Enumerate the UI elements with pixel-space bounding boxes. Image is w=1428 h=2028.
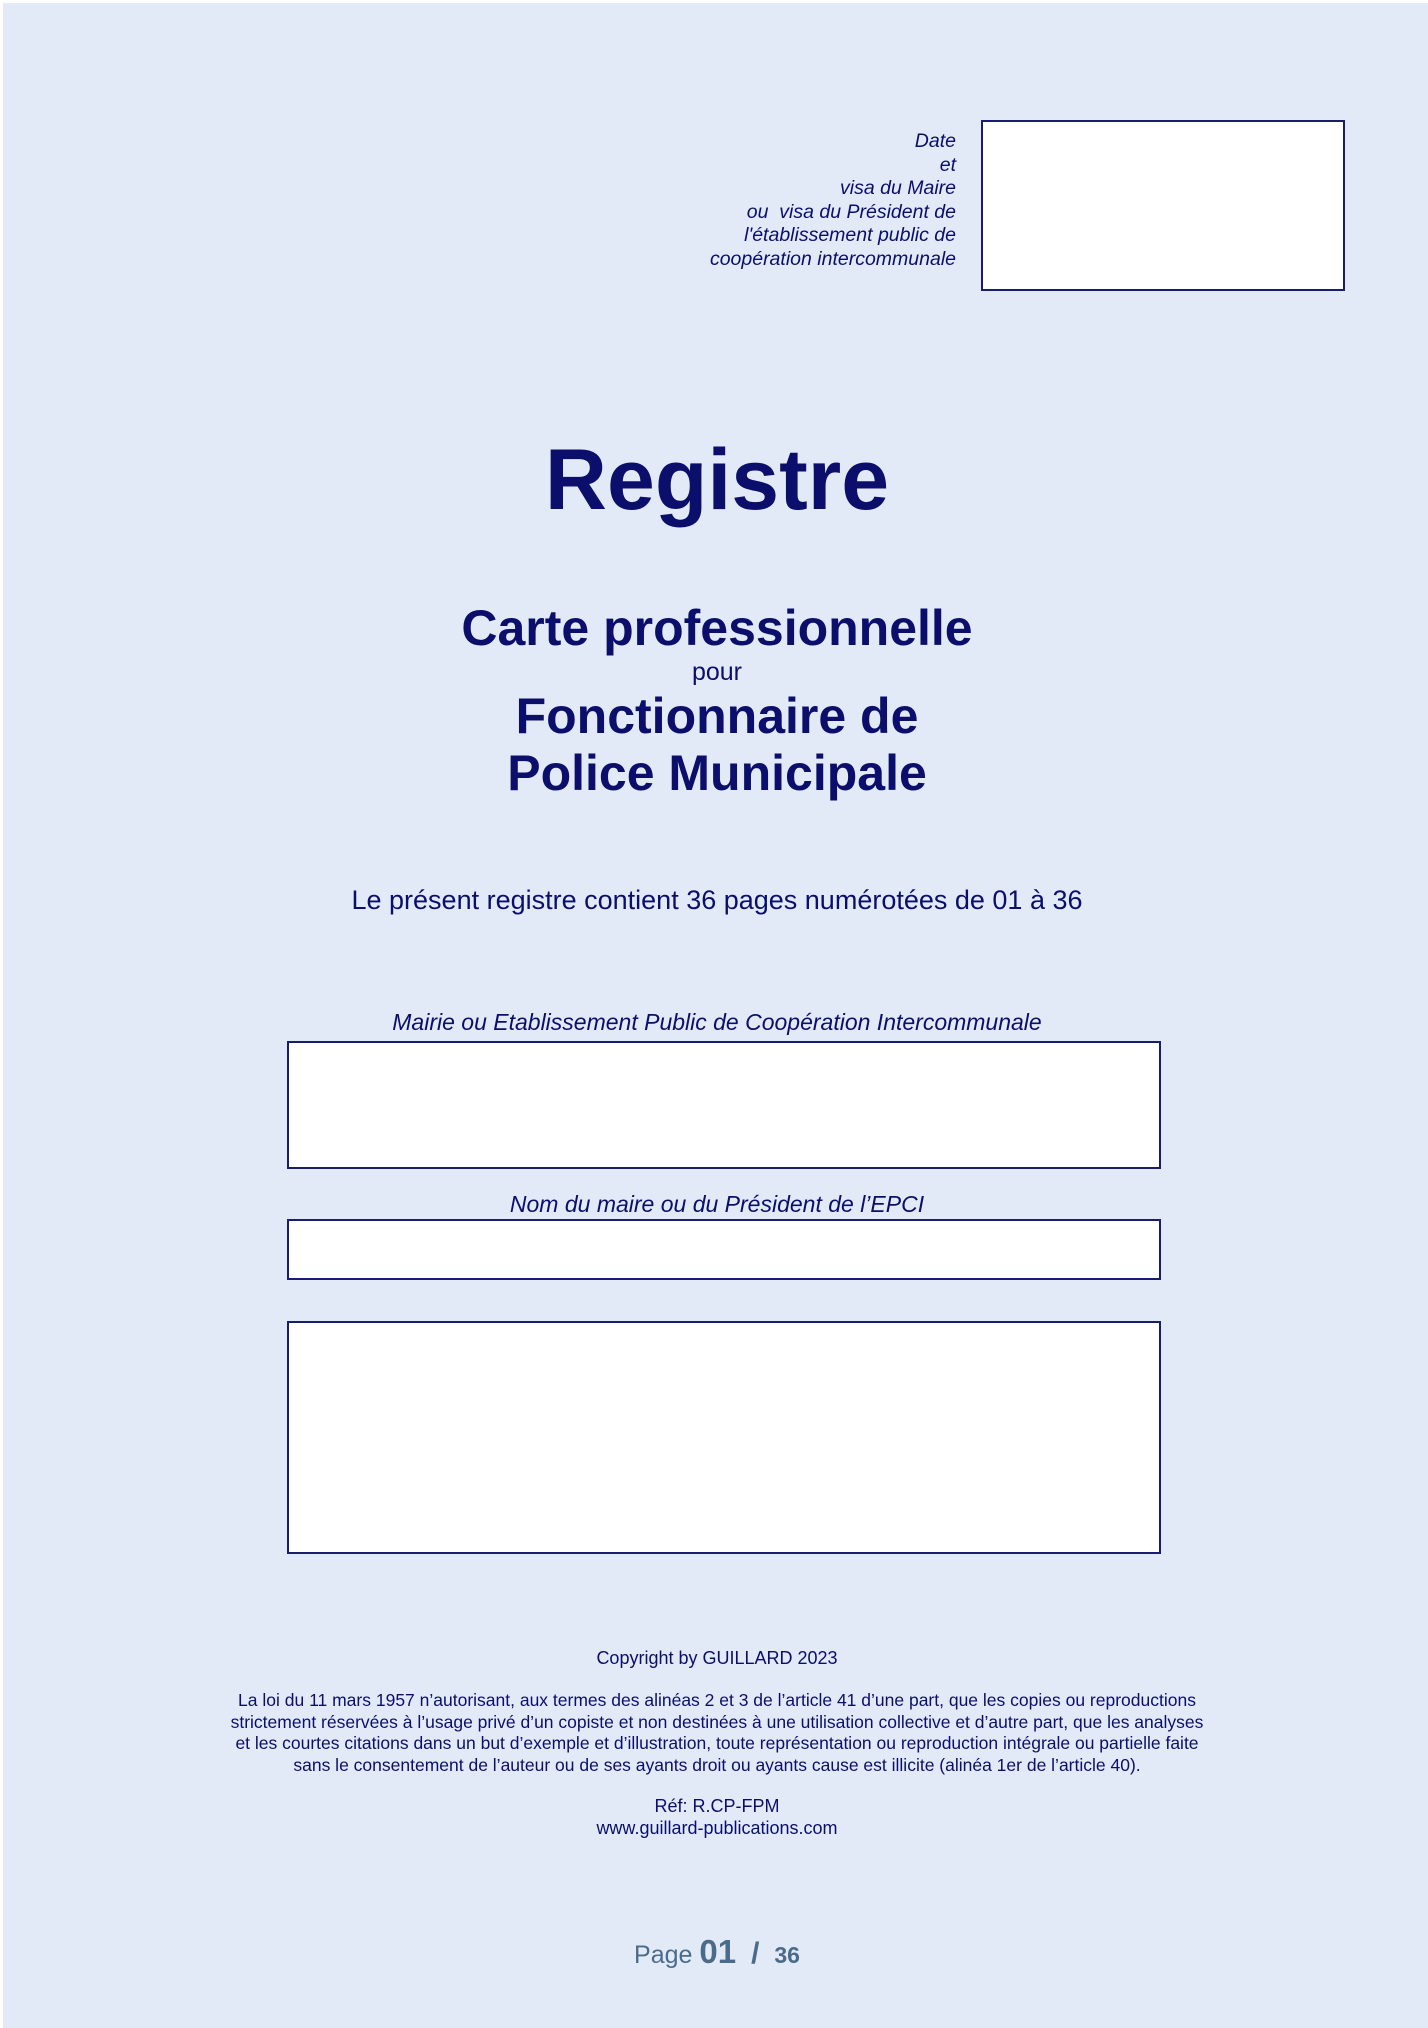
- page-separator: /: [751, 1937, 760, 1970]
- page-total: 36: [774, 1942, 800, 1968]
- visa-line: coopération intercommunale: [709, 247, 956, 270]
- visa-box[interactable]: [981, 120, 1345, 291]
- subtitle-pour: pour: [691, 658, 743, 686]
- nom-label: Nom du maire ou du Président de l’EPCI: [509, 1191, 925, 1217]
- subtitle-line2: Fonctionnaire de: [515, 688, 919, 744]
- page-title: Registre: [544, 432, 890, 528]
- legal-line: strictement réservées à l’usage privé d’un copiste et non destinées à une utilisation collective et d’autre part, que les analyses: [230, 1711, 1204, 1732]
- page-current: 01: [699, 1933, 737, 1970]
- visa-line: et: [939, 153, 956, 176]
- legal-line: et les courtes citations dans un but d’exemple et d’illustration, toute représentation ou reproduction intégrale ou partielle faite: [235, 1733, 1199, 1753]
- subtitle-line3: Police Municipale: [507, 745, 927, 801]
- visa-line: l'établissement public de: [744, 224, 956, 246]
- copyright: Copyright by GUILLARD 2023: [596, 1648, 838, 1668]
- page-number: [3, 1933, 1428, 1971]
- mairie-label: Mairie ou Etablissement Public de Coopération Intercommunale: [392, 1009, 1042, 1035]
- legal-line: La loi du 11 mars 1957 n’autorisant, aux termes des alinéas 2 et 3 de l’article 41 d’une part, que les copies ou reproductions: [238, 1690, 1196, 1710]
- subtitle-line1: Carte professionnelle: [461, 600, 973, 656]
- page-label: Page: [634, 1941, 693, 1969]
- visa-line: visa du Maire: [840, 177, 956, 199]
- nom-field[interactable]: [287, 1219, 1161, 1280]
- legal-line: sans le consentement de l’auteur ou de ses ayants droit ou ayants cause est illicite (alinéa 1er de l’article 40).: [293, 1754, 1141, 1775]
- reference-block: [3, 1795, 1428, 1839]
- reference: Réf: R.CP-FPM: [654, 1796, 780, 1816]
- page-count-statement: Le présent registre contient 36 pages numérotées de 01 à 36: [351, 885, 1083, 915]
- stamp-box[interactable]: [287, 1321, 1161, 1554]
- visa-label: [710, 130, 956, 271]
- visa-line: ou visa du Président de: [746, 200, 956, 223]
- website: www.guillard-publications.com: [596, 1818, 838, 1838]
- mairie-field[interactable]: [287, 1041, 1161, 1169]
- subtitle-main: [3, 688, 1428, 802]
- visa-line: Date: [914, 130, 956, 152]
- legal-notice: [3, 1690, 1428, 1776]
